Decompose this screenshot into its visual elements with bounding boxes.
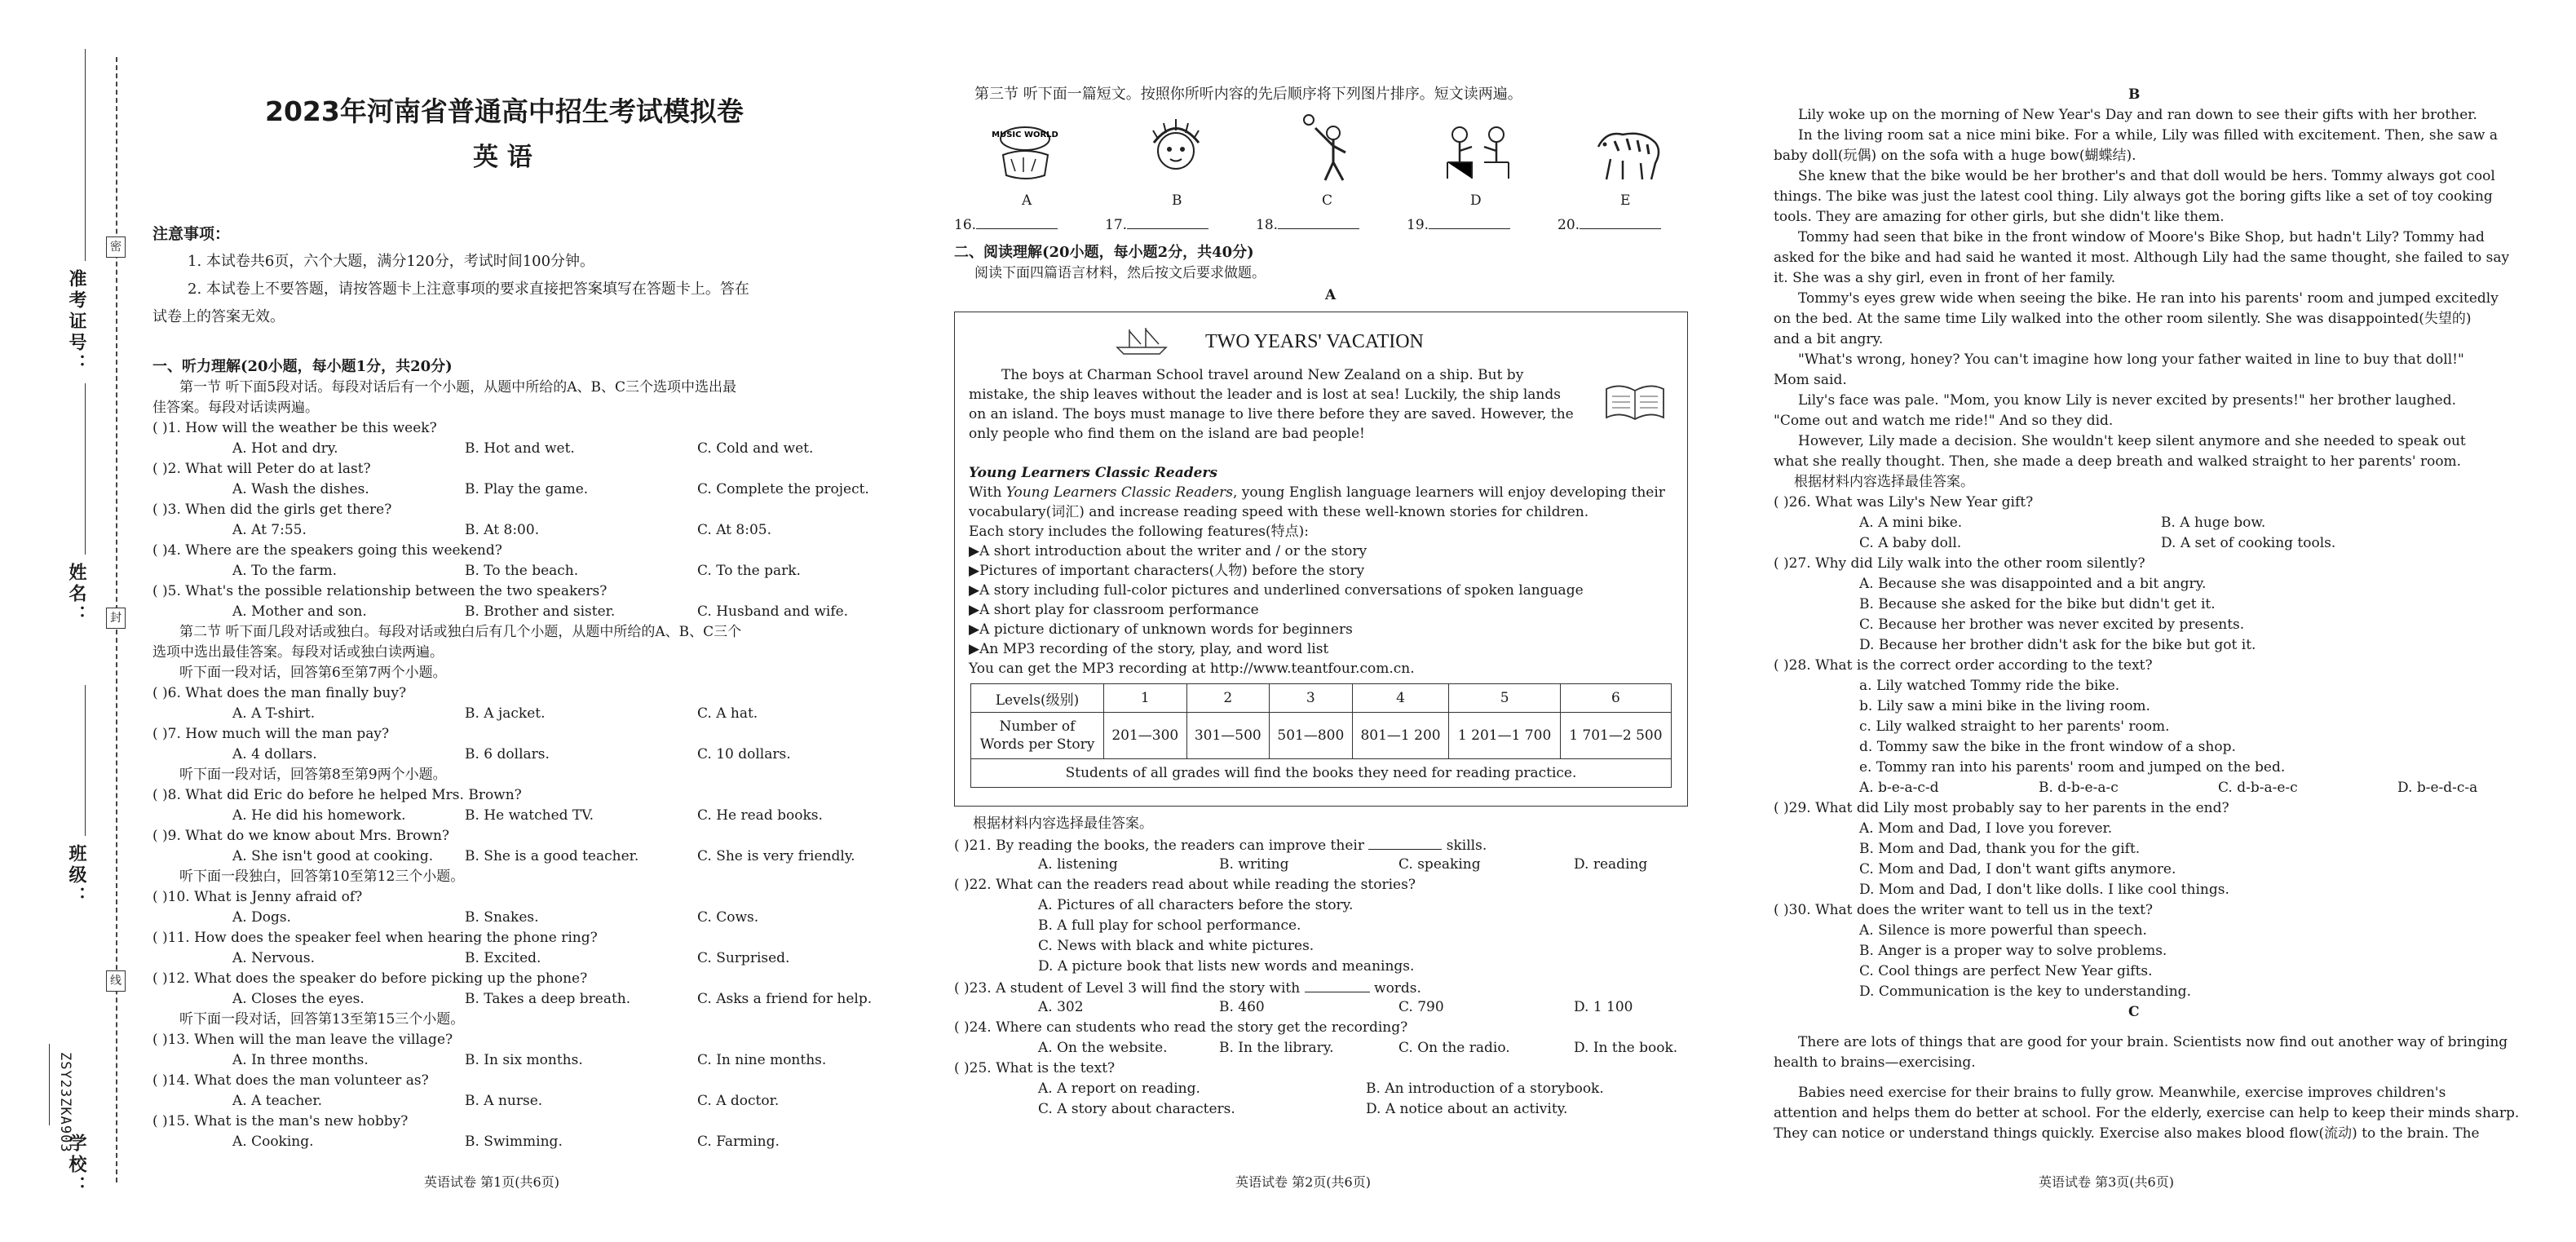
class-label: 班级： (66, 844, 86, 908)
q3-option-a: A. At 7:55. (232, 522, 307, 538)
q27-option-b: B. Because she asked for the bike but didn't get it. (1859, 596, 2216, 612)
picture-d-label: D (1470, 192, 1482, 209)
q26-option-d: D. A set of cooking tools. (2161, 535, 2336, 551)
seal-feng: 封 (106, 608, 126, 629)
q29-option-b: B. Mom and Dad, thank you for the gift. (1859, 841, 2141, 857)
question-22: ( )22. What can the readers read about while reading the stories? (954, 877, 1416, 893)
name-blank (85, 383, 86, 555)
passage-b-line-5: things. The bike was just the latest cool thing. Lily always got the boring gifts like a set of toy cooking (1774, 188, 2493, 205)
q28-event-a: a. Lily watched Tommy ride the bike. (1859, 678, 2120, 694)
q27-option-d: D. Because her brother didn't ask for the bike but got it. (1859, 637, 2256, 653)
q28-option-d: D. b-e-d-c-a (2397, 780, 2478, 796)
table-cell: 1 (1104, 684, 1187, 713)
exam-number-blank (85, 49, 86, 261)
passage-b-line-11: on the bed. At the same time Lily walked into the other room silently. She was disappointed(失望的) (1774, 311, 2472, 327)
question-5: ( )5. What's the possible relationship between the two speakers? (152, 583, 608, 599)
feature-1: ▶A short introduction about the writer and / or the story (969, 543, 1368, 559)
q26-option-a: A. A mini bike. (1859, 515, 1963, 531)
passage-c-line-1: There are lots of things that are good for your brain. Scientists now find out another way of bringing (1798, 1034, 2508, 1050)
feature-6: ▶An MP3 recording of the story, play, and word list (969, 641, 1329, 657)
q25-option-b: B. An introduction of a storybook. (1366, 1081, 1604, 1097)
section-1-heading: 一、听力理解(20小题，每小题1分，共20分) (152, 358, 453, 375)
ship-icon (1113, 325, 1170, 357)
table-row (971, 759, 1672, 788)
picture-c-boy-playing-ball (1288, 110, 1366, 188)
subject-title: 英 语 (473, 143, 532, 172)
picture-e-tiger (1590, 110, 1668, 188)
paper-code: ZSY23ZKA903 (57, 1052, 73, 1153)
q2-option-a: A. Wash the dishes. (232, 481, 369, 497)
q22-option-b: B. A full play for school performance. (1038, 917, 1301, 934)
question-23: ( )23. A student of Level 3 will find the story with words. (954, 980, 1421, 997)
q29-option-a: A. Mom and Dad, I love you forever. (1859, 820, 2113, 837)
answer-16[interactable]: 16. (954, 215, 1058, 233)
ylcr-line-2: vocabulary(词汇) and increase reading speed with these well-known stories for children. (969, 504, 1589, 520)
q7-option-c: C. 10 dollars. (697, 746, 791, 762)
q1-option-b: B. Hot and wet. (465, 440, 575, 457)
picture-a-music-world (987, 110, 1064, 188)
question-1: ( )1. How will the weather be this week? (152, 420, 437, 436)
table-cell: 4 (1352, 684, 1449, 713)
table-cell: 301—500 (1186, 713, 1270, 759)
q4-option-c: C. To the park. (697, 563, 801, 579)
feature-2: ▶Pictures of important characters(人物) before the story (969, 563, 1365, 579)
q2-option-c: C. Complete the project. (697, 481, 869, 497)
page-3-footer: 英语试卷 第3页(共6页) (2039, 1174, 2174, 1190)
q30-option-c: C. Cool things are perfect New Year gifts. (1859, 963, 2153, 979)
q25-option-c: C. A story about characters. (1038, 1101, 1235, 1117)
q23-option-c: C. 790 (1398, 999, 1444, 1015)
feature-4: ▶A short play for classroom performance (969, 602, 1259, 618)
answer-18[interactable]: 18. (1256, 215, 1359, 233)
q22-option-a: A. Pictures of all characters before the story. (1038, 897, 1354, 913)
book-title: TWO YEARS' VACATION (1205, 331, 1424, 352)
q30-option-a: A. Silence is more powerful than speech. (1859, 922, 2147, 939)
part-3-instruction: 第三节 听下面一篇短文。按照你所听内容的先后顺序将下列图片排序。短文读两遍。 (974, 86, 1522, 103)
picture-e-label: E (1620, 192, 1631, 209)
box-para-line-4: only people who find them on the island are bad people! (969, 426, 1365, 442)
question-11: ( )11. How does the speaker feel when hearing the phone ring? (152, 930, 598, 946)
choose-instruction-a: 根据材料内容选择最佳答案。 (973, 815, 1153, 832)
choose-instruction-b: 根据材料内容选择最佳答案。 (1794, 474, 1974, 490)
picture-c-label: C (1322, 192, 1333, 209)
passage-b-line-9: it. She was a shy girl, even in front of her family. (1774, 270, 2116, 286)
q9-option-a: A. She isn't good at cooking. (232, 848, 434, 864)
table-cell: 1 201—1 700 (1449, 713, 1560, 759)
question-24: ( )24. Where can students who read the story get the recording? (954, 1019, 1408, 1036)
table-cell: 501—800 (1270, 713, 1353, 759)
passage-b-line-10: Tommy's eyes grew wide when seeing the bike. He ran into his parents' room and jumped excitedly (1798, 290, 2499, 307)
ylcr-line-1: With Young Learners Classic Readers, young English language learners will enjoy developing their (969, 484, 1665, 501)
q24-option-a: A. On the website. (1038, 1040, 1168, 1056)
q7-option-a: A. 4 dollars. (232, 746, 317, 762)
q30-option-d: D. Communication is the key to understanding. (1859, 983, 2191, 1000)
table-cell: 801—1 200 (1352, 713, 1449, 759)
ylcr-line-3: Each story includes the following features(特点): (969, 524, 1309, 540)
q30-option-b: B. Anger is a proper way to solve problems. (1859, 943, 2167, 959)
passage-b-line-14: Mom said. (1774, 372, 1847, 388)
question-6: ( )6. What does the man finally buy? (152, 685, 407, 701)
q10-option-c: C. Cows. (697, 909, 759, 926)
picture-a-label: A (1022, 192, 1032, 209)
passage-b-line-15: Lily's face was pale. "Mom, you know Lily is never excited by presents!" her brother laughed. (1798, 392, 2457, 409)
q8-option-c: C. He read books. (697, 807, 823, 824)
part-1-instruction-a: 第一节 听下面5段对话。每段对话后有一个小题，从题中所给的A、B、C三个选项中选出最 (179, 379, 736, 396)
passage-b-line-8: asked for the bike and had said he wanted it most. Although Lily had the same thought, she failed to say (1774, 250, 2510, 266)
q28-event-b: b. Lily saw a mini bike in the living room. (1859, 698, 2150, 714)
exam-title: 2023年河南省普通高中招生考试模拟卷 (265, 95, 744, 127)
question-13: ( )13. When will the man leave the village? (152, 1032, 453, 1048)
q26-option-b: B. A huge bow. (2161, 515, 2266, 531)
open-book-icon (1602, 377, 1668, 426)
q4-option-b: B. To the beach. (465, 563, 579, 579)
q28-option-a: A. b-e-a-c-d (1859, 780, 1939, 796)
question-28: ( )28. What is the correct order according to the text? (1774, 657, 2153, 674)
q22-option-c: C. News with black and white pictures. (1038, 938, 1315, 954)
question-10: ( )10. What is Jenny afraid of? (152, 889, 363, 905)
q11-option-c: C. Surprised. (697, 950, 790, 966)
q3-option-b: B. At 8:00. (465, 522, 540, 538)
q5-option-a: A. Mother and son. (232, 603, 367, 620)
q2-option-b: B. Play the game. (465, 481, 589, 497)
picture-b-headdress-mask (1138, 110, 1215, 188)
page-2-footer: 英语试卷 第2页(共6页) (1235, 1174, 1371, 1190)
binding-margin (0, 0, 130, 1242)
q9-option-b: B. She is a good teacher. (465, 848, 639, 864)
answer-17[interactable]: 17. (1105, 215, 1208, 233)
q26-option-c: C. A baby doll. (1859, 535, 1962, 551)
question-27: ( )27. Why did Lily walk into the other room silently? (1774, 555, 2145, 572)
question-7: ( )7. How much will the man pay? (152, 726, 390, 742)
question-26: ( )26. What was Lily's New Year gift? (1774, 494, 2034, 511)
q24-option-c: C. On the radio. (1398, 1040, 1510, 1056)
q28-option-b: B. d-b-e-a-c (2039, 780, 2119, 796)
passage-b-line-17: However, Lily made a decision. She wouldn't keep silent anymore and she needed to speak out (1798, 433, 2466, 449)
section-2-intro: 阅读下面四篇语言材料，然后按文后要求做题。 (974, 265, 1266, 281)
note-1: 1. 本试卷共6页，六个大题，满分120分，考试时间100分钟。 (188, 253, 595, 270)
picture-b-label: B (1172, 192, 1182, 209)
box-para-line-1: The boys at Charman School travel around New Zealand on a ship. But by (1001, 367, 1524, 383)
page-1 (143, 0, 909, 1242)
q27-option-c: C. Because her brother was never excited by presents. (1859, 617, 2245, 633)
q8-option-b: B. He watched TV. (465, 807, 594, 824)
levels-table (970, 683, 1672, 788)
q27-option-a: A. Because she was disappointed and a bit angry. (1859, 576, 2207, 592)
q3-option-c: C. At 8:05. (697, 522, 772, 538)
exam-number-label: 准考证号： (66, 269, 86, 375)
passage-b-line-12: and a bit angry. (1774, 331, 1884, 347)
q12-option-b: B. Takes a deep breath. (465, 991, 631, 1007)
passage-b-line-7: Tommy had seen that bike in the front window of Moore's Bike Shop, but hadn't Lily? Tommy had (1798, 229, 2485, 245)
passage-b-line-1: Lily woke up on the morning of New Year's Day and ran down to see their gifts with her brother. (1798, 107, 2477, 123)
table-row (971, 713, 1672, 759)
question-12: ( )12. What does the speaker do before picking up the phone? (152, 970, 588, 987)
question-25: ( )25. What is the text? (954, 1060, 1116, 1076)
question-9: ( )9. What do we know about Mrs. Brown? (152, 828, 450, 844)
table-cell: 1 701—2 500 (1560, 713, 1671, 759)
q12-option-a: A. Closes the eyes. (232, 991, 365, 1007)
q28-event-c: c. Lily walked straight to her parents' room. (1859, 718, 2170, 735)
q13-option-a: A. In three months. (232, 1052, 369, 1068)
passage-b-line-3: baby doll(玩偶) on the sofa with a huge bow(蝴蝶结). (1774, 148, 2136, 164)
section-2-heading: 二、阅读理解(20小题，每小题2分，共40分) (954, 244, 1254, 261)
passage-b-label: B (2128, 86, 2141, 103)
name-label: 姓名： (66, 563, 86, 626)
question-29: ( )29. What did Lily most probably say to her parents in the end? (1774, 800, 2229, 816)
q21-option-d: D. reading (1574, 856, 1648, 873)
q4-option-a: A. To the farm. (232, 563, 338, 579)
q1-option-c: C. Cold and wet. (697, 440, 814, 457)
question-21: ( )21. By reading the books, the readers can improve their skills. (954, 838, 1487, 854)
listen-13-15: 听下面一段对话，回答第13至第15三个小题。 (179, 1011, 465, 1028)
q6-option-a: A. A T-shirt. (232, 705, 316, 722)
question-30: ( )30. What does the writer want to tell us in the text? (1774, 902, 2154, 918)
q7-option-b: B. 6 dollars. (465, 746, 550, 762)
q5-option-c: C. Husband and wife. (697, 603, 849, 620)
feature-5: ▶A picture dictionary of unknown words for beginners (969, 621, 1353, 638)
page-1-footer: 英语试卷 第1页(共6页) (424, 1174, 559, 1190)
passage-b-line-18: what she really thought. Then, she made a deep breath and walked straight to her parents' room. (1774, 453, 2462, 470)
page-3 (1770, 0, 2552, 1242)
box-para-line-3: on an island. The boys must manage to live there before they are saved. However, the (969, 406, 1574, 422)
passage-b-line-4: She knew that the bike would be her brother's and that doll would be hers. Tommy always got cool (1798, 168, 2495, 184)
passage-c-line-4: attention and helps them do better at school. For the elderly, exercise can help to keep their minds sharp. (1774, 1105, 2520, 1121)
q8-option-a: A. He did his homework. (232, 807, 406, 824)
q25-option-d: D. A notice about an activity. (1366, 1101, 1568, 1117)
box-para-line-2: mistake, the ship leaves without the leader and is lost at sea! Luckily, the ship lands (969, 387, 1561, 403)
question-4: ( )4. Where are the speakers going this weekend? (152, 542, 502, 559)
part-1-instruction-b: 佳答案。每段对话读两遍。 (152, 400, 319, 416)
ylcr-heading: Young Learners Classic Readers (969, 465, 1217, 481)
question-14: ( )14. What does the man volunteer as? (152, 1072, 429, 1089)
passage-b-line-13: "What's wrong, honey? You can't imagine how long your father waited in line to buy that doll!" (1798, 351, 2464, 368)
q11-option-a: A. Nervous. (232, 950, 316, 966)
q5-option-b: B. Brother and sister. (465, 603, 616, 620)
listen-6-7: 听下面一段对话，回答第6至第7两个小题。 (179, 665, 447, 681)
table-cell: Number of Words per Story (971, 713, 1104, 759)
passage-b-line-6: tools. They are amazing for other girls, but she didn't like them. (1774, 209, 2225, 225)
q29-option-c: C. Mom and Dad, I don't want gifts anymore. (1859, 861, 2176, 877)
q15-option-a: A. Cooking. (232, 1134, 314, 1150)
q24-option-d: D. In the book. (1574, 1040, 1678, 1056)
q9-option-c: C. She is very friendly. (697, 848, 855, 864)
q10-option-b: B. Snakes. (465, 909, 539, 926)
question-15: ( )15. What is the man's new hobby? (152, 1113, 409, 1129)
passage-c-line-5: They can notice or understand things quickly. Exercise also makes blood flow(流动) to the brain. The (1774, 1125, 2480, 1142)
table-row (971, 684, 1672, 713)
seal-mi: 密 (106, 236, 126, 258)
q6-option-c: C. A hat. (697, 705, 758, 722)
table-cell: 5 (1449, 684, 1560, 713)
picture-d-two-people-talking (1439, 110, 1517, 188)
part-2-instruction-a: 第二节 听下面几段对话或独白。每段对话或独白后有几个小题，从题中所给的A、B、C三个 (179, 624, 742, 640)
q25-option-a: A. A report on reading. (1038, 1081, 1200, 1097)
q22-option-d: D. A picture book that lists new words and meanings. (1038, 958, 1415, 975)
q6-option-b: B. A jacket. (465, 705, 546, 722)
feature-3: ▶A story including full-color pictures and underlined conversations of spoken language (969, 582, 1584, 599)
table-cell: 201—300 (1104, 713, 1187, 759)
q10-option-a: A. Dogs. (232, 909, 291, 926)
mp3-line: You can get the MP3 recording at http://www.teantfour.com.cn. (969, 661, 1415, 677)
q29-option-d: D. Mom and Dad, I don't like dolls. I like cool things. (1859, 882, 2229, 898)
passage-c-label: C (2128, 1004, 2140, 1020)
answer-20[interactable]: 20. (1558, 215, 1661, 233)
q21-option-c: C. speaking (1398, 856, 1481, 873)
question-3: ( )3. When did the girls get there? (152, 502, 392, 518)
q12-option-c: C. Asks a friend for help. (697, 991, 873, 1007)
q21-option-a: A. listening (1038, 856, 1118, 873)
q28-event-e: e. Tommy ran into his parents' room and jumped on the bed. (1859, 759, 2286, 776)
q28-option-c: C. d-b-a-e-c (2218, 780, 2298, 796)
q14-option-c: C. A doctor. (697, 1093, 780, 1109)
listen-8-9: 听下面一段对话，回答第8至第9两个小题。 (179, 767, 447, 783)
note-2a: 2. 本试卷上不要答题，请按答题卡上注意事项的要求直接把答案填写在答题卡上。答在 (188, 281, 749, 298)
seal-xian: 线 (106, 970, 126, 992)
passage-b-line-2: In the living room sat a nice mini bike. For a while, Lily was filled with excitement. Then, she saw a (1798, 127, 2499, 144)
table-cell: 6 (1560, 684, 1671, 713)
table-cell: 3 (1270, 684, 1353, 713)
table-cell: 2 (1186, 684, 1270, 713)
passage-a-label: A (1325, 287, 1337, 303)
question-2: ( )2. What will Peter do at last? (152, 461, 371, 477)
school-label: 学校： (66, 1134, 86, 1197)
q23-option-a: A. 302 (1038, 999, 1084, 1015)
listen-10-12: 听下面一段独白，回答第10至第12三个小题。 (179, 869, 465, 885)
q24-option-b: B. In the library. (1219, 1040, 1334, 1056)
q28-event-d: d. Tommy saw the bike in the front window of a shop. (1859, 739, 2236, 755)
notes-heading: 注意事项： (152, 225, 231, 243)
passage-c-line-2: health to brains—exercising. (1774, 1054, 1976, 1071)
answer-19[interactable]: 19. (1407, 215, 1510, 233)
q14-option-a: A. A teacher. (232, 1093, 322, 1109)
q21-option-b: B. writing (1219, 856, 1289, 873)
question-8: ( )8. What did Eric do before he helped Mrs. Brown? (152, 787, 522, 803)
passage-c-line-3: Babies need exercise for their brains to fully grow. Meanwhile, exercise improves children's (1798, 1085, 2446, 1101)
q14-option-b: B. A nurse. (465, 1093, 543, 1109)
q1-option-a: A. Hot and dry. (232, 440, 338, 457)
note-2b: 试卷上的答案无效。 (152, 308, 285, 325)
q23-option-d: D. 1 100 (1574, 999, 1633, 1015)
table-footnote: Students of all grades will find the books they need for reading practice. (971, 759, 1672, 788)
passage-b-line-16: "Come out and watch me ride!" And so they did. (1774, 413, 2114, 429)
picture-a-caption: MUSIC WORLD (992, 130, 1058, 139)
school-blank (49, 1044, 50, 1125)
q15-option-b: B. Swimming. (465, 1134, 563, 1150)
q15-option-c: C. Farming. (697, 1134, 780, 1150)
q13-option-c: C. In nine months. (697, 1052, 827, 1068)
class-blank (85, 685, 86, 836)
table-cell: Levels(级别) (971, 684, 1104, 713)
q13-option-b: B. In six months. (465, 1052, 583, 1068)
q11-option-b: B. Excited. (465, 950, 541, 966)
q23-option-b: B. 460 (1219, 999, 1265, 1015)
part-2-instruction-b: 选项中选出最佳答案。每段对话或独白读两遍。 (152, 644, 444, 661)
